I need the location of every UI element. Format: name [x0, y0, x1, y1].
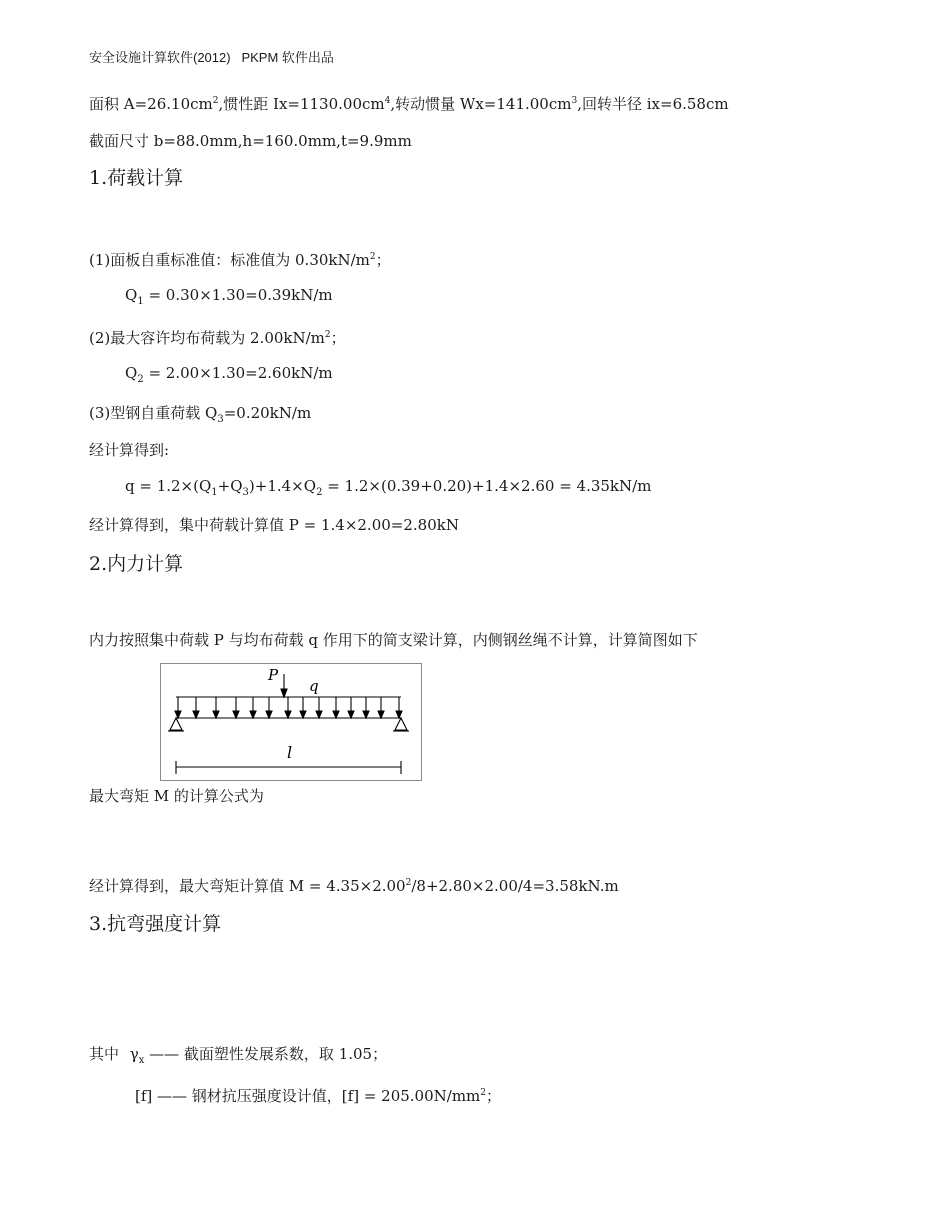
software-title: 安全设施计算软件(2012): [89, 50, 231, 65]
concentrated-load-line: 经计算得到，集中荷载计算值 P = 1.4×2.00=2.80kN: [89, 516, 459, 534]
result-intro: 经计算得到:: [89, 441, 170, 459]
publisher: PKPM 软件出品: [241, 50, 334, 65]
q-total-formula: $q = 1.2\times(Q_1+Q_3)+1.4\times Q_2 = 1.2\times(0.39+0.20)+1.4\times 2.60 = 4.35kN/m$: [125, 477, 652, 498]
section-dimensions-line: 截面尺寸 b=88.0mm,h=160.0mm,t=9.9mm: [89, 132, 412, 150]
panel-self-weight-line: (1)面板自重标准值：标准值为 $0.30kN/m^2$；: [89, 251, 391, 269]
right-support: [395, 718, 407, 730]
f-definition: [f] —— 钢材抗压强度设计值，$[f] = 205.00N/mm^2$；: [135, 1087, 502, 1105]
label-l: l: [287, 743, 293, 762]
heading-bending-strength: 3.抗弯强度计算: [89, 913, 222, 935]
section-properties-line: 面积 $A=26.10cm^2$,惯性距 $Ix=1130.00cm^4$,转动惯量 $Wx=141.00cm^3$,回转半径 ix=6.58cm: [89, 95, 729, 113]
q2-formula: $Q_2 = 2.00\times 1.30=2.60kN/m$: [125, 364, 333, 385]
label-p: P: [268, 666, 279, 684]
heading-internal-force: 2.内力计算: [89, 553, 184, 575]
internal-force-intro: 内力按照集中荷载 P 与均布荷载 q 作用下的简支梁计算，内侧钢丝绳不计算，计算简图如下: [89, 631, 698, 649]
max-uniform-load-line: (2)最大容许均布荷载为 $2.00kN/m^2$；: [89, 329, 346, 347]
left-support: [170, 718, 182, 730]
heading-load-calculation: 1.荷载计算: [89, 167, 184, 189]
page-header: [89, 47, 334, 66]
label-q: q: [309, 677, 319, 695]
gamma-definition: 其中 $\gamma_x$ —— 截面塑性发展系数，取 1.05；: [89, 1045, 388, 1066]
beam-diagram: [160, 663, 422, 781]
max-moment-result: 经计算得到，最大弯矩计算值 $M = 4.35\times 2.00^2/8+2.80\times 2.00/4=3.58kN.m$: [89, 877, 619, 895]
moment-formula-intro: 最大弯矩 M 的计算公式为: [89, 787, 264, 805]
q1-formula: $Q_1 = 0.30\times 1.30=0.39kN/m$: [125, 286, 333, 307]
steel-self-weight-line: (3)型钢自重荷载 $Q_3=0.20kN/m$: [89, 404, 312, 425]
distributed-load-arrows: [175, 697, 402, 718]
